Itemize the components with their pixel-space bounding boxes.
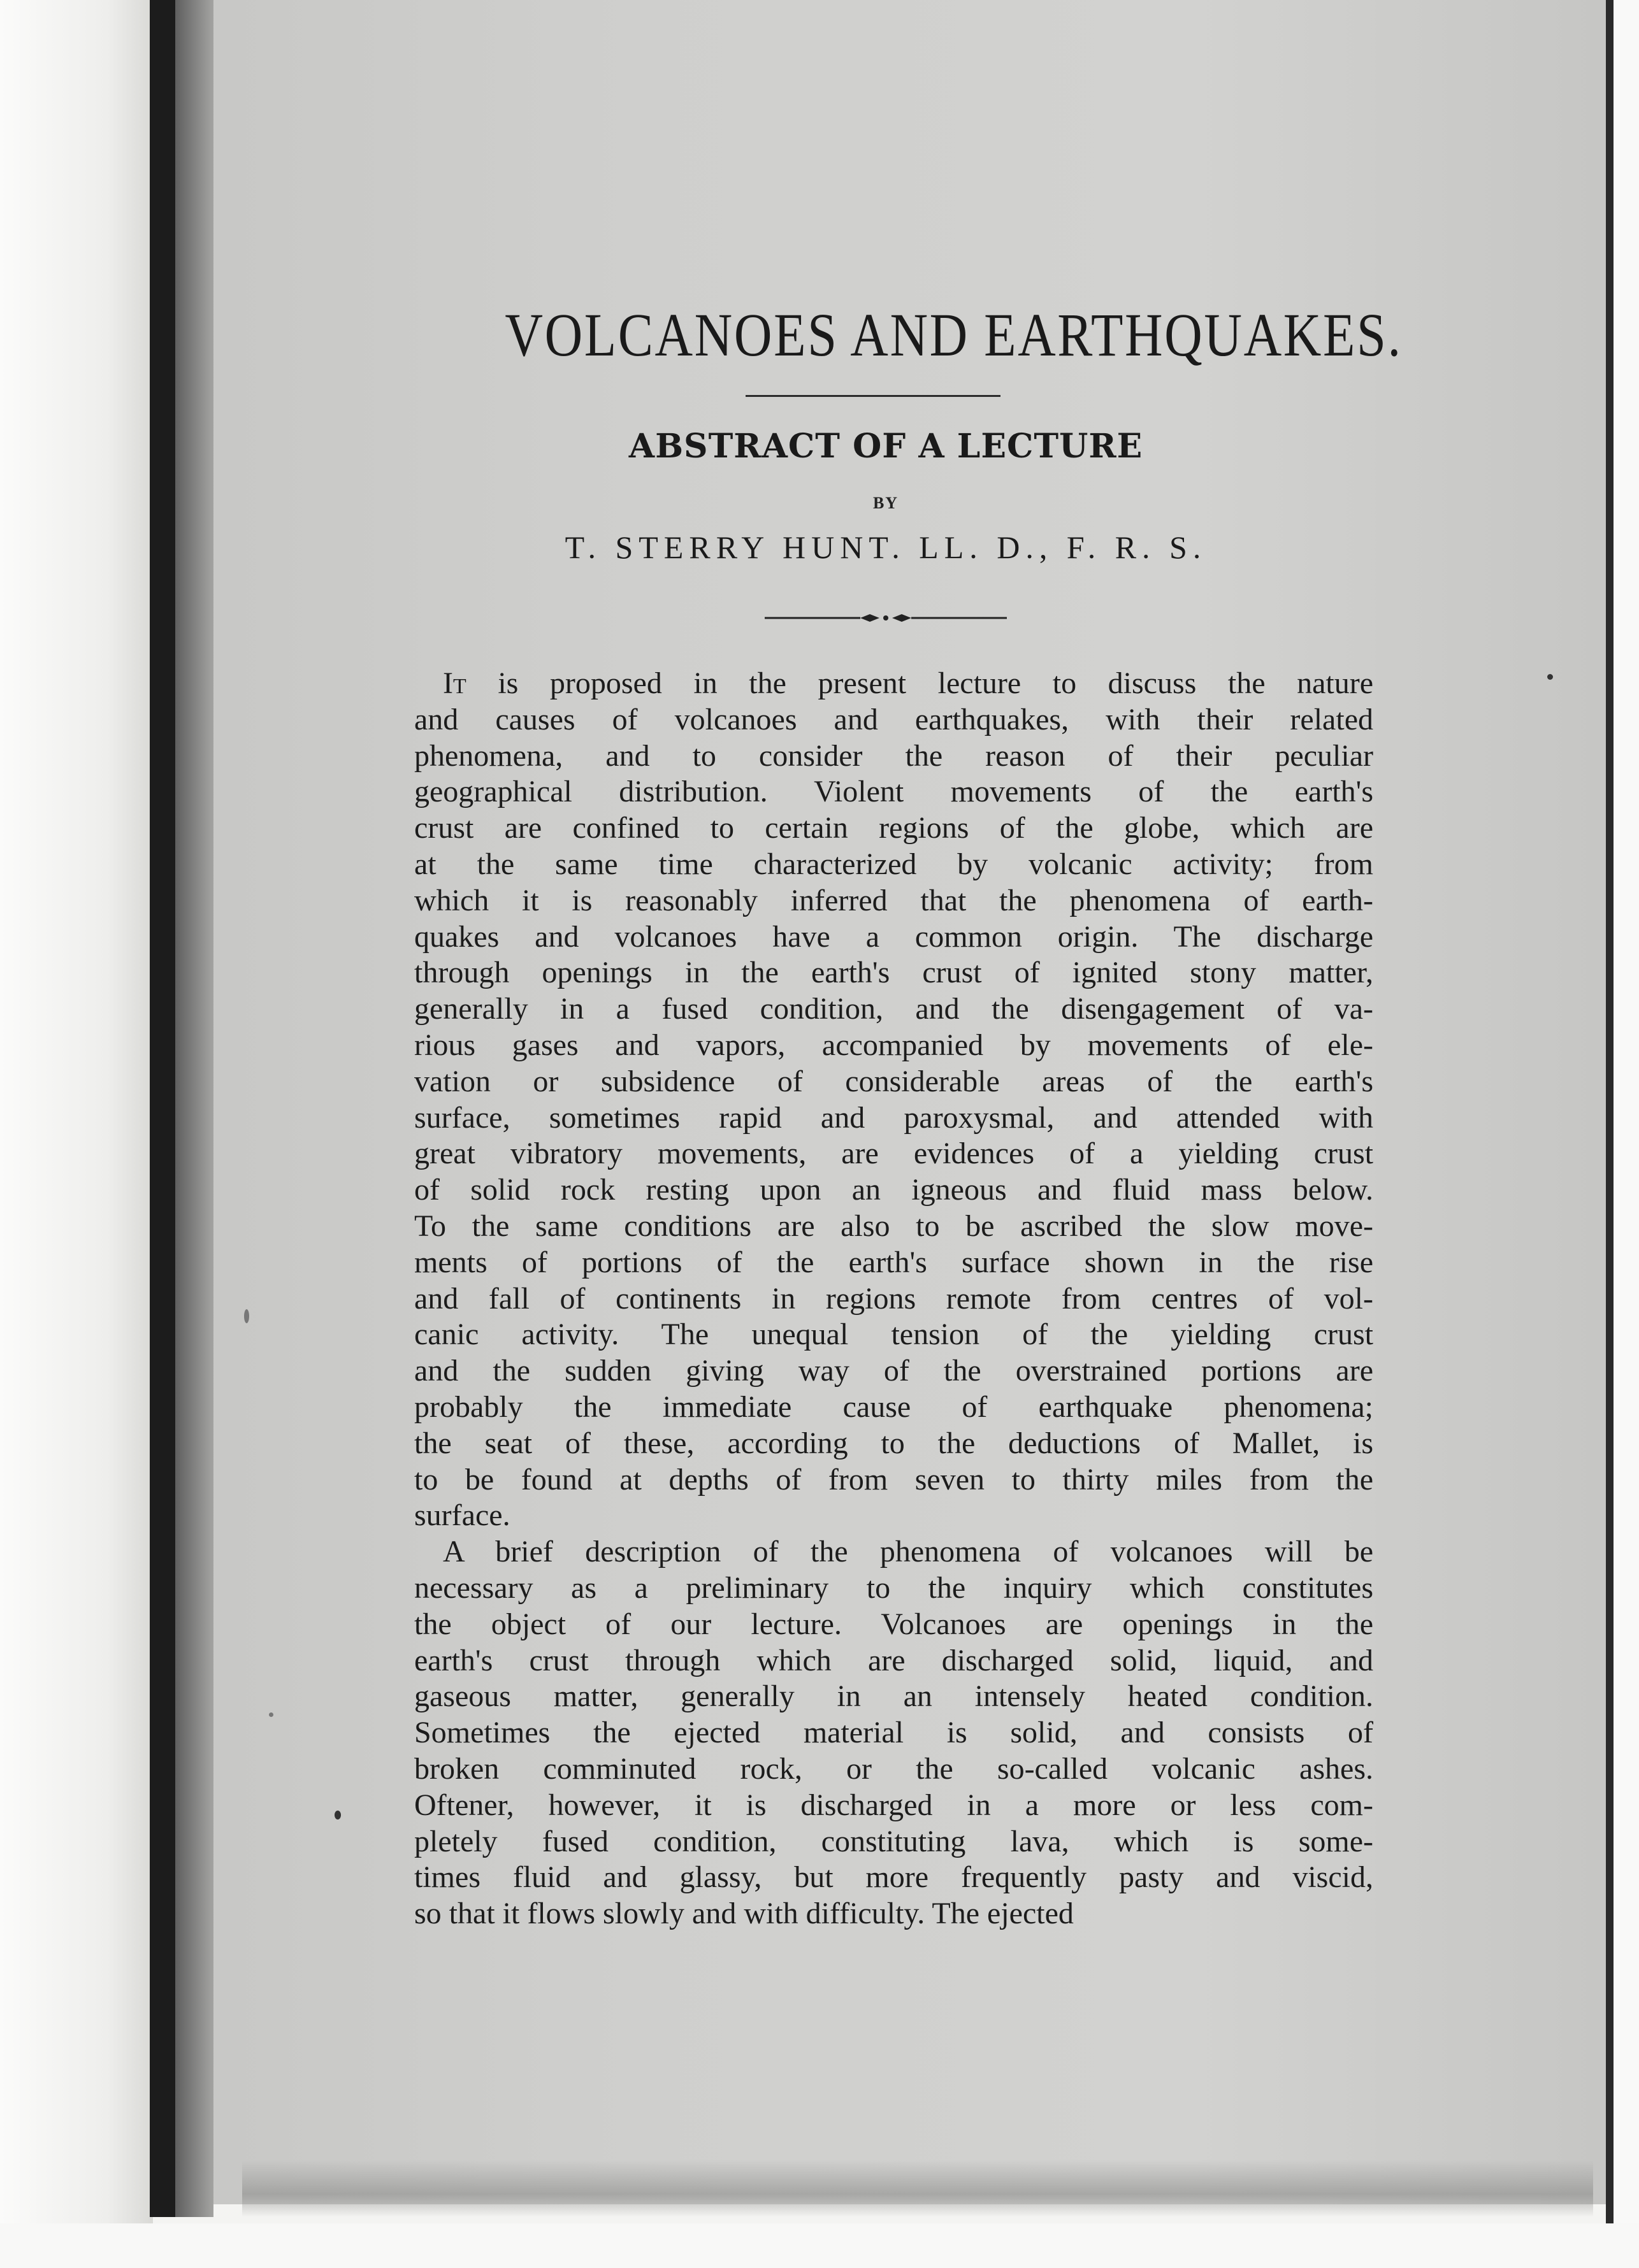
left-margin — [0, 0, 153, 2268]
text-line: and causes of volcanoes and earthquakes, with their related — [414, 702, 1373, 736]
text-line: Oftener, however, it is discharged in a more or less com- — [414, 1788, 1373, 1822]
body-text — [414, 666, 1373, 1932]
speck-mark — [1547, 674, 1553, 680]
text-line: times fluid and glassy, but more frequently pasty and viscid, — [414, 1860, 1373, 1895]
author-line: T. STERRY HUNT. LL. D., F. R. S. — [565, 529, 1207, 565]
text-line: through openings in the earth's crust of ignited stony matter, — [414, 956, 1373, 990]
text-line: so that it flows slowly and with difficulty. The ejected — [414, 1897, 1074, 1931]
text-line: of solid rock resting upon an igneous and fluid mass below. — [414, 1173, 1373, 1207]
text-line: at the same time characterized by volcanic activity; from — [414, 847, 1373, 881]
speck-mark — [269, 1712, 273, 1717]
text-line: canic activity. The unequal tension of the yielding crust — [414, 1317, 1373, 1352]
binding-gradient — [175, 0, 213, 2217]
text-line: A brief description of the phenomena of volcanoes will be — [443, 1535, 1373, 1569]
text-line: probably the immediate cause of earthquake phenomena; — [414, 1389, 1373, 1424]
text-line: Sometimes the ejected material is solid, and consists of — [414, 1716, 1373, 1750]
page-bottom-edge — [242, 2160, 1593, 2217]
text-line: earth's crust through which are discharged solid, liquid, and — [414, 1643, 1373, 1677]
bottom-margin — [0, 2223, 1639, 2268]
text-line: necessary as a preliminary to the inquiry which constitutes — [414, 1570, 1373, 1605]
right-page-edge — [1606, 0, 1614, 2230]
title-rule — [746, 395, 1000, 397]
text-line: and the sudden giving way of the overstrained portions are — [414, 1354, 1373, 1388]
text-line: vation or subsidence of considerable areas of the earth's — [414, 1064, 1373, 1098]
speck-mark — [244, 1309, 249, 1323]
text-line: the seat of these, according to the deductions of Mallet, is — [414, 1426, 1373, 1460]
right-margin — [1614, 0, 1639, 2268]
text-line: geographical distribution. Violent movements of the earth's — [414, 775, 1373, 809]
text-line: and fall of continents in regions remote from centres of vol- — [414, 1281, 1373, 1316]
lead-word: It — [443, 666, 466, 700]
text-line: rious gases and vapors, accompanied by movements of ele- — [414, 1028, 1373, 1062]
text-line: phenomena, and to consider the reason of their peculiar — [414, 738, 1373, 773]
document-title: VOLCANOES AND EARTHQUAKES. — [505, 301, 1403, 369]
document-subtitle: ABSTRACT OF A LECTURE — [628, 427, 1143, 466]
text-line: surface. — [414, 1498, 510, 1533]
text-line: great vibratory movements, are evidences of a yielding crust — [414, 1137, 1373, 1171]
text-line — [414, 666, 1373, 702]
paragraph-2 — [414, 1534, 1373, 1932]
text-line: to be found at depths of from seven to thirty miles from the — [414, 1462, 1373, 1496]
ornament-divider — [765, 608, 1007, 628]
speck-mark — [335, 1811, 341, 1819]
text-line: surface, sometimes rapid and paroxysmal, and attended with — [414, 1100, 1373, 1135]
text-line: crust are confined to certain regions of the globe, which are — [414, 811, 1373, 845]
text-line: To the same conditions are also to be ascribed the slow move- — [414, 1209, 1373, 1243]
text-line: broken comminuted rock, or the so-called volcanic ashes. — [414, 1751, 1373, 1786]
text-line: quakes and volcanoes have a common origin. The discharge — [414, 919, 1373, 954]
binding-shadow — [150, 0, 175, 2217]
by-line: BY — [872, 494, 899, 512]
text-line: ments of portions of the earth's surface shown in the rise — [414, 1245, 1373, 1279]
text-line-rest: is proposed in the present lecture to discuss the nature — [466, 666, 1373, 700]
text-line: pletely fused condition, constituting lava, which is some- — [414, 1824, 1373, 1858]
paragraph-1 — [414, 666, 1373, 1534]
text-line: generally in a fused condition, and the disengagement of va- — [414, 992, 1373, 1026]
text-line: the object of our lecture. Volcanoes are openings in the — [414, 1607, 1373, 1641]
text-line: which it is reasonably inferred that the phenomena of earth- — [414, 883, 1373, 917]
text-line: gaseous matter, generally in an intensely heated condition. — [414, 1679, 1373, 1714]
